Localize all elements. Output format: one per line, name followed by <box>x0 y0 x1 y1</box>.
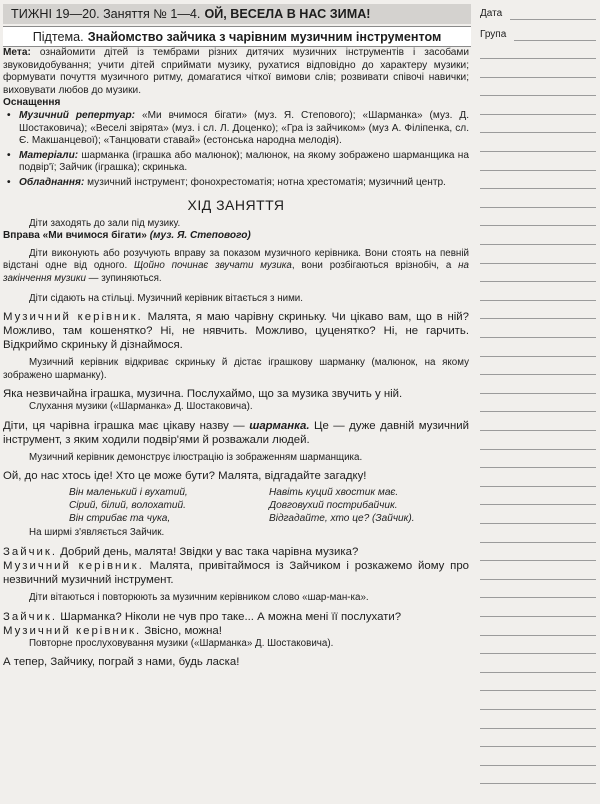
group-line <box>514 40 596 41</box>
highlight-word: шарманка. <box>249 419 310 432</box>
speaker-name: Зайчик. <box>3 610 58 623</box>
speaker-name: Музичний керівник. <box>3 560 144 573</box>
note-line <box>480 486 596 487</box>
mk-speech-3 <box>3 624 469 638</box>
note-line <box>480 579 596 580</box>
equipment-list <box>3 110 469 190</box>
listening-note: Слухання музики («Шарманка» Д. Шостаковича). <box>29 401 253 413</box>
note-line <box>480 95 596 96</box>
note-line <box>480 356 596 357</box>
note-line <box>480 504 596 505</box>
exercise-desc-part: — зупиняються. <box>88 272 162 284</box>
date-line <box>510 19 596 20</box>
equipment-heading: Оснащення <box>3 97 61 109</box>
note-line <box>480 132 596 133</box>
riddle-line: Сірий, білий, волохатий. <box>69 500 186 512</box>
note-line <box>480 709 596 710</box>
note-line <box>480 188 596 189</box>
equipment-item-text: музичний інструмент; фонохрестоматія; нотна хрестоматія; музичний центр. <box>87 176 446 188</box>
note-line <box>480 411 596 412</box>
line-end: А тепер, Зайчику, пограй з нами, будь ласка! <box>3 656 240 669</box>
riddle-line: Відгадайте, хто це? <box>269 513 370 525</box>
note-line <box>480 765 596 766</box>
speech-text: Малята, я маю чарівну скриньку. Чи цікаво вам, що в ній? Можливо, там кошенятко? Ні, не нявчить. Можливо, цуценятко? Ні, не гарчить. Відкриймо скриньку й дізнаймося. <box>3 311 469 352</box>
speech-text: Діти, ця чарівна іграшка має цікаву назву — <box>3 419 245 432</box>
note-line <box>480 151 596 152</box>
line-organ <box>3 419 469 447</box>
speech-text: Звісно, можна! <box>144 624 222 637</box>
remark-relisten: Повторне прослуховування музики («Шарманка» Д. Шостаковича). <box>29 637 334 649</box>
speech-text: Малята, привітаймося із Зайчиком і розкажемо йому про незвичний музичний інструмент. <box>3 560 469 587</box>
note-line <box>480 783 596 784</box>
mk-speech-2 <box>3 559 469 587</box>
hare-speech-1 <box>3 545 469 559</box>
note-line <box>480 244 596 245</box>
remark-repeat-word: Діти вітаються і повторюють за музичним керівником слово «шар-ман-ка». <box>29 592 369 604</box>
topic-title: ОЙ, ВЕСЕЛА В НАС ЗИМА! <box>204 7 371 21</box>
note-line <box>480 523 596 524</box>
remark-illustration: Музичний керівник демонструє ілюстрацію із зображенням шарманщика. <box>29 451 363 463</box>
equipment-item-label: Музичний репертуар: <box>19 109 136 121</box>
weeks-lessons: ТИЖНІ 19—20. Заняття № 1—4. <box>11 7 201 21</box>
exercise-description <box>3 248 469 286</box>
equipment-item: • Музичний репертуар: «Ми вчимося бігати» (муз. Я. Степового); «Шарманка» (муз. Д. Шостаковича); «Веселі звірята» (муз. і сл. Л. Доценко); «Гра із зайчиком» (муз А. Філіпенка, сл. Є. Макшанцевої); «Танцювати ставай» (естонська народна мелодія). <box>7 109 470 147</box>
exercise-desc-part: на закінчення музики <box>3 260 469 284</box>
speech-text: Це — дуже давній музичний інструмент, з яким ходили подвір'ями й розважали людей. <box>3 419 469 446</box>
line-who: Ой, до нас хтось іде! Хто це може бути? Малята, відгадайте загадку! <box>3 470 367 483</box>
riddle-answer: (Зайчик). <box>372 513 415 525</box>
lesson-content <box>3 47 469 669</box>
goal-text: ознайомити дітей із тембрами різних дитячих музичних інструментів і засобами звуковидобування; учити дітей сприймати музику, рухатися відповідно до характеру музики; формувати почуття музичного ритму, домагатися чіткої вимови слів; розвивати співочі навички; виховувати любов до музики. <box>3 47 469 96</box>
note-line <box>480 467 596 468</box>
riddle-poem <box>3 486 469 525</box>
remark-sit: Діти сідають на стільці. Музичний керівник вітається з ними. <box>29 292 304 304</box>
note-line <box>480 597 596 598</box>
equipment-item-text: «Ми вчимося бігати» (муз. Я. Степового); «Шарманка» (муз. Д. Шостаковича); «Веселі звірята» (муз. і сл. Л. Доценко); «Гра із зайчиком» (муз А. Філіпенка, сл. Є. Макшанцевої); «Танцювати ставай» (естонська народна мелодія). <box>19 109 470 147</box>
subtopic-title: Знайомство зайчика з чарівним музичним інструментом <box>87 29 442 44</box>
speech-text: Шарманка? Ніколи не чув про таке... А можна мені її послухати? <box>60 610 402 623</box>
speaker-name: Музичний керівник. <box>3 624 142 637</box>
note-line <box>480 653 596 654</box>
note-line <box>480 58 596 59</box>
note-line <box>480 114 596 115</box>
exercise-author: (муз. Я. Степового) <box>149 230 251 242</box>
note-line <box>480 281 596 282</box>
remark-enter: Діти заходять до зали під музику. <box>29 217 181 229</box>
note-line <box>480 393 596 394</box>
equipment-item: • Обладнання: музичний інструмент; фонохрестоматія; нотна хрестоматія; музичний центр. <box>7 176 446 188</box>
riddle-line: Навіть куций хвостик має. <box>269 487 399 499</box>
note-line <box>480 337 596 338</box>
note-line <box>480 616 596 617</box>
remark-hare-appears: На ширмі з'являється Зайчик. <box>29 527 165 539</box>
exercise-desc-part: Щойно починає звучати музика <box>134 260 292 272</box>
riddle-line: Він стрибає та чука, <box>69 513 171 525</box>
note-line <box>480 300 596 301</box>
goal-label: Мета: <box>3 47 31 58</box>
note-line <box>480 225 596 226</box>
note-line <box>480 542 596 543</box>
mk-speech-1 <box>3 310 469 352</box>
note-line <box>480 430 596 431</box>
speech-text: Добрий день, малята! Звідки у вас така чарівна музика? <box>60 546 359 559</box>
note-line <box>480 170 596 171</box>
lesson-heading: ХІД ЗАНЯТТЯ <box>187 196 285 213</box>
exercise-desc-part: Діти виконують або розучують вправу за показом музичного керівника. Вони стоять на певній відстані одне від одного. <box>3 247 469 272</box>
exercise-title <box>3 230 469 243</box>
note-line <box>480 449 596 450</box>
riddle-line: Він маленький і вухатий, <box>69 487 188 499</box>
note-line <box>480 77 596 78</box>
speaker-name: Зайчик. <box>3 546 58 559</box>
note-line <box>480 207 596 208</box>
note-line <box>480 690 596 691</box>
note-line <box>480 746 596 747</box>
week-header <box>3 4 471 24</box>
equipment-item-text: шарманка (іграшка або малюнок); малюнок, на якому зображено шарманщика на подвір'ї; Зайчик (іграшка); скринька. <box>19 149 469 174</box>
exercise-desc-part: , вони розбігаються врізнобіч, а <box>291 260 452 272</box>
hare-speech-2 <box>3 610 469 624</box>
subtopic-bar <box>3 26 471 47</box>
note-line <box>480 728 596 729</box>
group-label: Група <box>480 29 507 40</box>
date-label: Дата <box>480 8 503 19</box>
note-line <box>480 560 596 561</box>
notes-column <box>476 0 600 804</box>
note-line <box>480 318 596 319</box>
equipment-item-label: Матеріали: <box>19 149 79 161</box>
speaker-name: Музичний керівник. <box>3 311 143 324</box>
note-line <box>480 635 596 636</box>
subtopic-label: Підтема. <box>32 29 84 44</box>
note-line <box>480 672 596 673</box>
note-line <box>480 374 596 375</box>
note-line <box>480 263 596 264</box>
riddle-line: Довговухий пострибайчик. <box>269 500 398 512</box>
remark-box: Музичний керівник відкриває скриньку й дістає іграшкову шарманку (малюнок, на якому зображено шарманку). <box>3 357 469 381</box>
equipment-item: • Матеріали: шарманка (іграшка або малюнок); малюнок, на якому зображено шарманщика на подвір'ї; Зайчик (іграшка); скринька. <box>7 149 469 174</box>
riddle-line-last <box>269 512 469 525</box>
line-toy: Яка незвичайна іграшка, музична. Послухаймо, що за музика звучить у ній. <box>3 388 403 401</box>
equipment-item-label: Обладнання: <box>19 176 85 188</box>
exercise-label: Вправа «Ми вчимося бігати» <box>3 230 147 242</box>
goal-paragraph <box>3 47 469 97</box>
